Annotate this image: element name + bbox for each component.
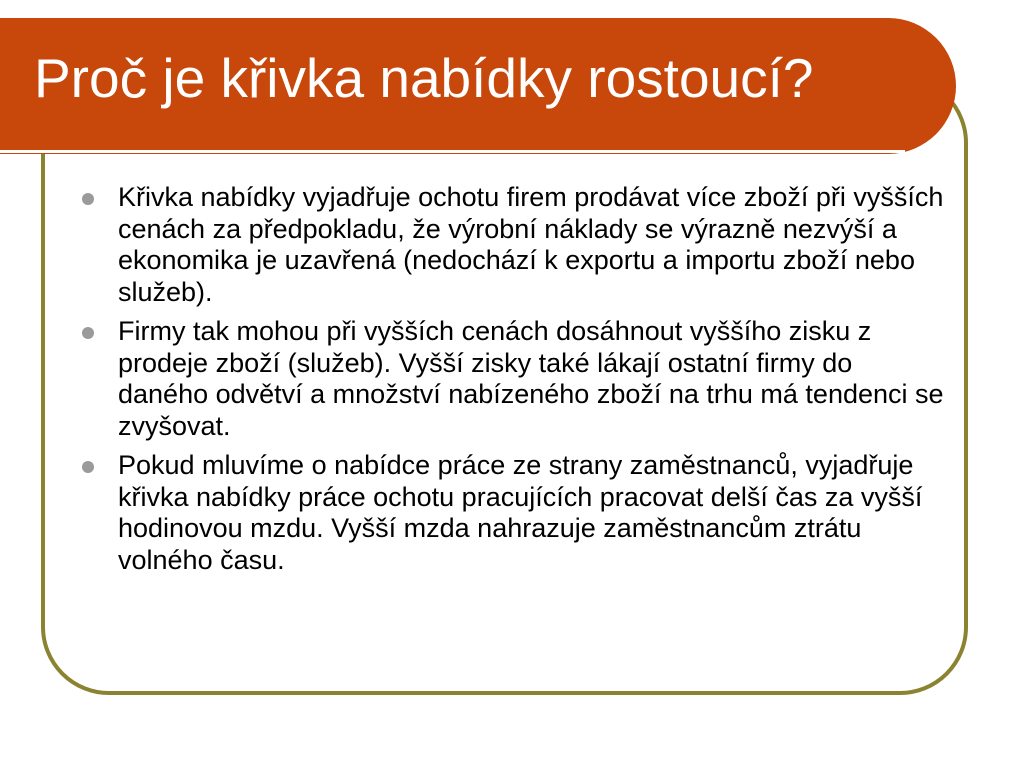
- bullet-list: [78, 182, 948, 584]
- bullet-text: Firmy tak mohou při vyšších cenách dosáhnout vyššího zisku z prodeje zboží (služeb). Vyšší zisky také lákají ostatní firmy do daného odvětví a množství nabízeného zboží na trhu má tendenci se zvyšovat.: [118, 316, 944, 441]
- bullet-text: Křivka nabídky vyjadřuje ochotu firem prodávat více zboží při vyšších cenách za předpokladu, že výrobní náklady se výrazně nezvýší a ekonomika je uzavřená (nedochází k exportu a importu zboží nebo služeb).: [118, 182, 944, 307]
- bullet-item: [78, 316, 948, 442]
- bullet-text: Pokud mluvíme o nabídce práce ze strany zaměstnanců, vyjadřuje křivka nabídky práce ochotu pracujících pracovat delší čas za vyšší hodinovou mzdu. Vyšší mzda nahrazuje zaměstnancům ztrátu volného času.: [118, 450, 923, 575]
- bullet-dot-icon: [82, 193, 94, 205]
- slide-title: Proč je křivka nabídky rostoucí?: [34, 47, 814, 109]
- bullet-dot-icon: [82, 327, 94, 339]
- title-underline: [0, 150, 905, 153]
- bullet-item: [78, 182, 948, 308]
- bullet-item: [78, 450, 948, 576]
- bullet-dot-icon: [82, 461, 94, 473]
